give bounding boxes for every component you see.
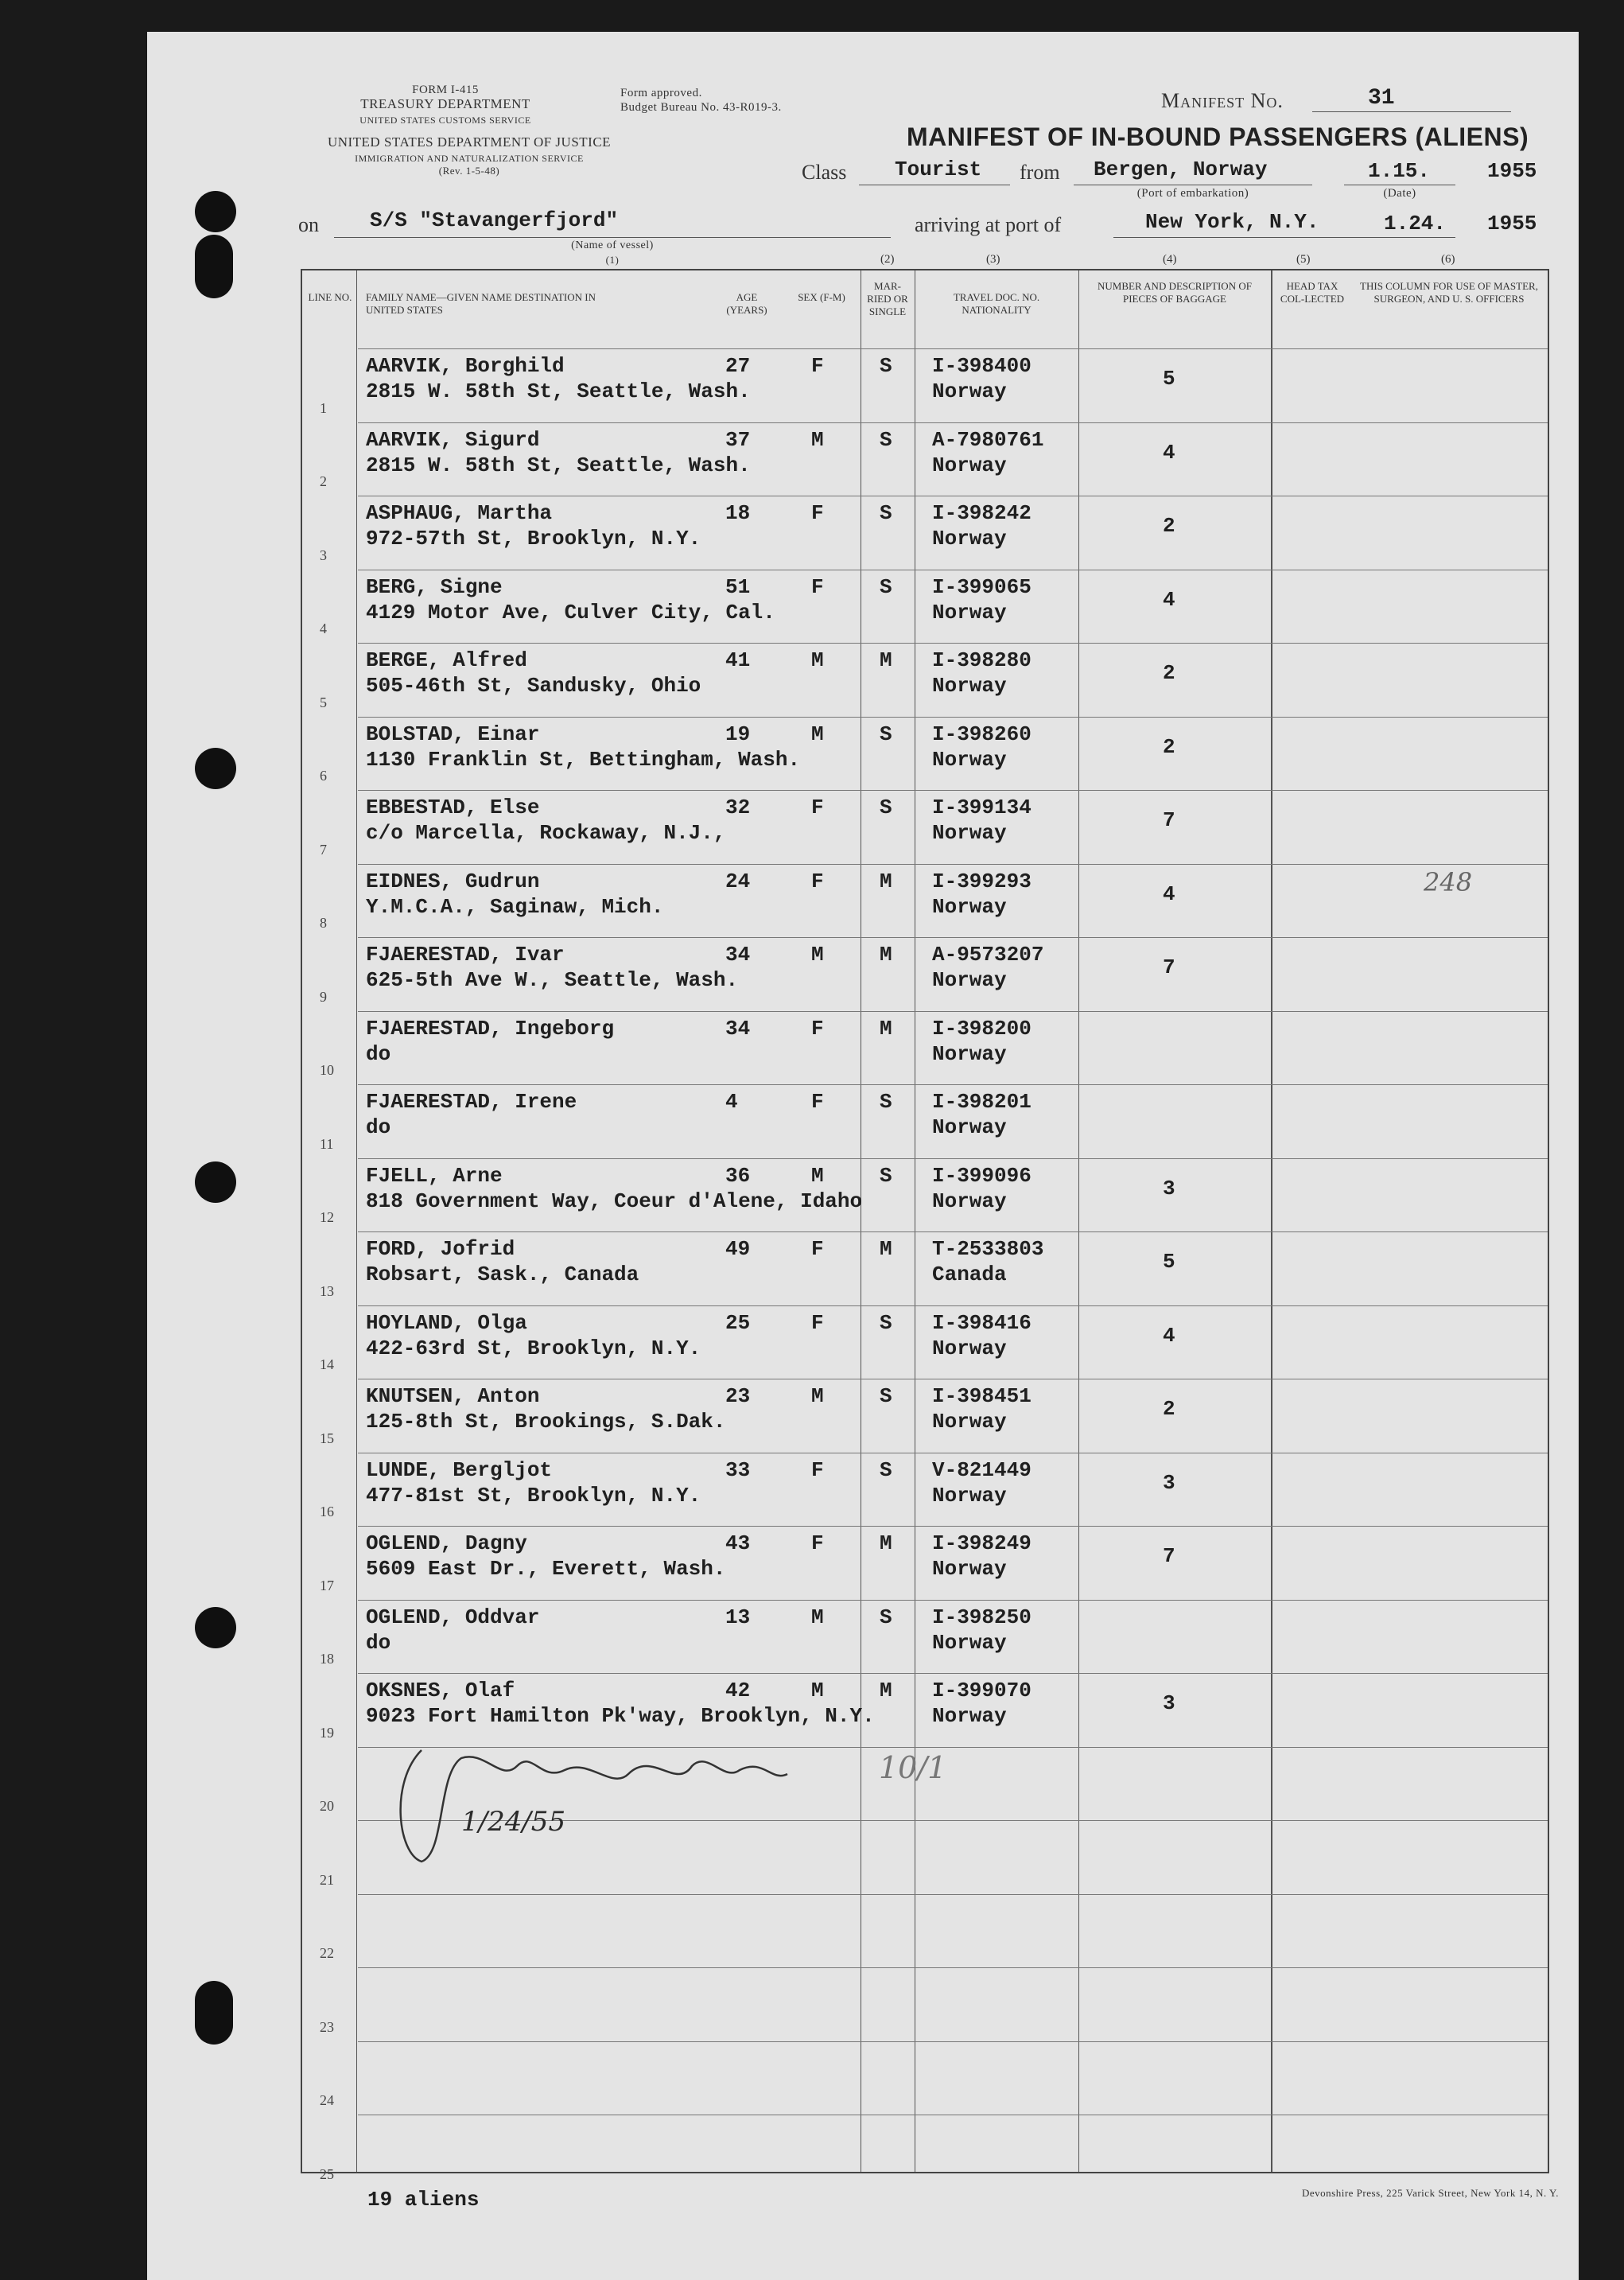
cell-dest: 125-8th St, Brookings, S.Dak. bbox=[366, 1410, 726, 1434]
binder-hole bbox=[195, 1161, 236, 1203]
cell-dest: 2815 W. 58th St, Seattle, Wash. bbox=[366, 453, 751, 477]
cell-age: 13 bbox=[725, 1605, 751, 1629]
cell-bags: 3 bbox=[1163, 1691, 1175, 1715]
on-label: on bbox=[298, 213, 319, 236]
cell-name: KNUTSEN, Anton bbox=[366, 1384, 540, 1408]
cell-nat: Norway bbox=[932, 1630, 1007, 1655]
cell-doc: I-398280 bbox=[932, 648, 1032, 672]
cell-nat: Norway bbox=[932, 600, 1007, 624]
form-approved: Form approved. bbox=[620, 87, 702, 99]
cell-dest: do bbox=[366, 1115, 391, 1139]
binder-hole bbox=[195, 748, 236, 789]
cell-doc: I-399096 bbox=[932, 1163, 1032, 1188]
line-number: 19 bbox=[320, 1724, 334, 1741]
cell-doc: I-398400 bbox=[932, 354, 1032, 378]
cell-nat: Norway bbox=[932, 453, 1007, 477]
class-value: Tourist bbox=[895, 158, 982, 181]
cell-name: FORD, Jofrid bbox=[366, 1237, 515, 1261]
cell-dest: Y.M.C.A., Saginaw, Mich. bbox=[366, 894, 664, 919]
cell-sex: F bbox=[811, 1310, 824, 1335]
cell-name: BERG, Signe bbox=[366, 574, 503, 599]
cell-bags: 4 bbox=[1163, 587, 1175, 612]
stamp-date: 1/24/55 bbox=[461, 1806, 566, 1838]
cell-doc: A-7980761 bbox=[932, 427, 1044, 452]
cell-age: 32 bbox=[725, 796, 751, 819]
line-number: 20 bbox=[320, 1798, 334, 1814]
cell-marital: S bbox=[880, 1163, 892, 1188]
treasury-department: TREASURY DEPARTMENT bbox=[360, 96, 530, 111]
cell-doc: I-398201 bbox=[932, 1090, 1032, 1114]
cell-age: 49 bbox=[725, 1237, 751, 1261]
header-name-destination: FAMILY NAME—GIVEN NAME DESTINATION IN UNITED STATES bbox=[366, 291, 596, 316]
cell-marital: S bbox=[880, 796, 892, 819]
row-divider bbox=[358, 1526, 1548, 1527]
cell-doc: I-398451 bbox=[932, 1384, 1032, 1408]
row-divider bbox=[358, 1084, 1548, 1085]
passenger-table bbox=[301, 253, 1549, 2182]
cell-marital: M bbox=[880, 648, 892, 672]
line-number: 21 bbox=[320, 1871, 334, 1888]
cell-dest: 422-63rd St, Brooklyn, N.Y. bbox=[366, 1336, 701, 1360]
cell-nat: Norway bbox=[932, 1704, 1007, 1728]
cell-name: BERGE, Alfred bbox=[366, 648, 527, 672]
cell-bags: 4 bbox=[1163, 881, 1175, 906]
cell-marital: S bbox=[880, 354, 892, 378]
cell-dest: 972-57th St, Brooklyn, N.Y. bbox=[366, 527, 701, 551]
cell-age: 37 bbox=[725, 427, 751, 452]
cell-name: FJELL, Arne bbox=[366, 1163, 503, 1188]
header-travel-doc: TRAVEL DOC. NO. NATIONALITY bbox=[953, 291, 1040, 316]
cell-nat: Norway bbox=[932, 894, 1007, 919]
cell-dest: Robsart, Sask., Canada bbox=[366, 1263, 639, 1286]
cell-marital: M bbox=[880, 869, 892, 893]
cell-marital: M bbox=[880, 1237, 892, 1261]
cell-marital: S bbox=[880, 1310, 892, 1335]
cell-bags: 3 bbox=[1163, 1470, 1175, 1495]
arriving-label: arriving at port of bbox=[915, 213, 1062, 236]
cell-dest: 4129 Motor Ave, Culver City, Cal. bbox=[366, 600, 775, 624]
cell-doc: I-399293 bbox=[932, 869, 1032, 893]
binder-hole bbox=[195, 1981, 233, 2045]
column-number-2: (2) bbox=[880, 253, 895, 266]
cell-dest: 625-5th Ave W., Seattle, Wash. bbox=[366, 968, 739, 992]
cell-name: LUNDE, Bergljot bbox=[366, 1457, 553, 1482]
cell-dest: 1130 Franklin St, Bettingham, Wash. bbox=[366, 747, 801, 772]
cell-dest: do bbox=[366, 1630, 391, 1655]
line-number: 15 bbox=[320, 1430, 334, 1446]
line-number: 12 bbox=[320, 1209, 334, 1225]
binder-hole bbox=[195, 191, 236, 232]
header-sex: SEX (F-M) bbox=[798, 291, 845, 303]
cell-doc: I-398416 bbox=[932, 1310, 1032, 1335]
cell-sex: F bbox=[811, 1457, 824, 1482]
port-caption: (Port of embarkation) bbox=[1136, 187, 1249, 200]
line-number: 18 bbox=[320, 1651, 334, 1667]
cell-bags: 5 bbox=[1163, 367, 1175, 391]
justice-department: UNITED STATES DEPARTMENT OF JUSTICE bbox=[327, 134, 612, 150]
cell-doc: V-821449 bbox=[932, 1457, 1032, 1482]
cell-marital: S bbox=[880, 1090, 892, 1114]
cell-sex: F bbox=[811, 1016, 824, 1041]
cell-marital: S bbox=[880, 501, 892, 525]
line-number: 9 bbox=[320, 988, 327, 1005]
cell-marital: S bbox=[880, 1605, 892, 1629]
arrival-port: New York, N.Y. bbox=[1145, 210, 1319, 234]
cell-name: ASPHAUG, Martha bbox=[366, 501, 553, 525]
cell-dest: 2815 W. 58th St, Seattle, Wash. bbox=[366, 379, 751, 403]
cell-bags: 2 bbox=[1163, 734, 1175, 759]
line-number: 1 bbox=[320, 399, 327, 416]
line-number: 24 bbox=[320, 2092, 334, 2108]
cell-dest: 505-46th St, Sandusky, Ohio bbox=[366, 674, 701, 698]
cell-bags: 7 bbox=[1163, 955, 1175, 979]
cell-dest: 5609 East Dr., Everett, Wash. bbox=[366, 1557, 726, 1581]
cell-sex: M bbox=[811, 1384, 824, 1408]
cell-bags: 4 bbox=[1163, 1323, 1175, 1348]
row-divider bbox=[358, 2041, 1548, 2042]
cell-marital: S bbox=[880, 427, 892, 452]
cell-name: FJAERESTAD, Irene bbox=[366, 1090, 577, 1114]
cell-bags: 4 bbox=[1163, 440, 1175, 465]
date-caption: (Date) bbox=[1383, 187, 1416, 200]
header-officers: THIS COLUMN FOR USE OF MASTER, SURGEON, AND U. S. OFFICERS bbox=[1360, 280, 1538, 305]
line-number: 16 bbox=[320, 1504, 334, 1519]
column-number-4: (4) bbox=[1163, 253, 1177, 266]
cell-dest: c/o Marcella, Rockaway, N.J., bbox=[366, 821, 726, 845]
cell-age: 51 bbox=[725, 574, 751, 599]
line-number: 14 bbox=[320, 1356, 334, 1372]
cell-sex: F bbox=[811, 1090, 824, 1114]
line-number: 4 bbox=[320, 621, 327, 636]
line-number: 8 bbox=[320, 915, 327, 931]
budget-bureau: Budget Bureau No. 43-R019-3. bbox=[620, 101, 782, 114]
from-label: from bbox=[1020, 161, 1060, 184]
cell-sex: M bbox=[811, 648, 824, 672]
cell-age: 41 bbox=[725, 648, 751, 672]
header-head-tax: HEAD TAX COL-LECTED bbox=[1280, 280, 1345, 305]
cell-nat: Norway bbox=[932, 968, 1007, 992]
column-number-5: (5) bbox=[1296, 253, 1311, 266]
cell-nat: Norway bbox=[932, 1115, 1007, 1139]
cell-doc: T-2533803 bbox=[932, 1237, 1044, 1261]
inspector-signature bbox=[390, 1734, 803, 1870]
arrival-date: 1.24. bbox=[1384, 212, 1447, 235]
cell-name: HOYLAND, Olga bbox=[366, 1310, 527, 1335]
line-number: 5 bbox=[320, 694, 327, 710]
cell-doc: I-398242 bbox=[932, 501, 1032, 525]
cell-age: 33 bbox=[725, 1457, 751, 1482]
cell-marital: S bbox=[880, 574, 892, 599]
row-divider bbox=[358, 1011, 1548, 1012]
cell-sex: F bbox=[811, 796, 824, 819]
cell-sex: F bbox=[811, 1531, 824, 1555]
row-divider bbox=[358, 1673, 1548, 1674]
binder-hole bbox=[195, 235, 233, 298]
cell-nat: Canada bbox=[932, 1263, 1007, 1286]
cell-doc: I-398200 bbox=[932, 1016, 1032, 1041]
row-divider bbox=[358, 717, 1548, 718]
cell-name: AARVIK, Sigurd bbox=[366, 427, 540, 452]
line-number: 7 bbox=[320, 841, 327, 858]
row-divider bbox=[358, 643, 1548, 644]
total-aliens: 19 aliens bbox=[367, 2188, 480, 2212]
column-number-6: (6) bbox=[1441, 253, 1455, 266]
binder-hole bbox=[195, 1607, 236, 1648]
cell-bags: 2 bbox=[1163, 514, 1175, 538]
cell-age: 34 bbox=[725, 1016, 751, 1041]
line-number: 13 bbox=[320, 1282, 334, 1299]
cell-nat: Norway bbox=[932, 379, 1007, 403]
cell-doc: A-9573207 bbox=[932, 943, 1044, 967]
class-label: Class bbox=[802, 161, 847, 184]
cell-marital: S bbox=[880, 722, 892, 746]
cell-marital: M bbox=[880, 1016, 892, 1041]
cell-doc: I-398260 bbox=[932, 722, 1032, 746]
cell-nat: Norway bbox=[932, 1557, 1007, 1581]
cell-nat: Norway bbox=[932, 821, 1007, 845]
cell-doc: I-399070 bbox=[932, 1679, 1032, 1702]
manifest-title: MANIFEST OF IN-BOUND PASSENGERS (ALIENS) bbox=[907, 123, 1529, 151]
cell-sex: M bbox=[811, 722, 824, 746]
cell-nat: Norway bbox=[932, 747, 1007, 772]
cell-age: 25 bbox=[725, 1310, 751, 1335]
printer-credit: Devonshire Press, 225 Varick Street, New York 14, N. Y. bbox=[1302, 2187, 1559, 2199]
cell-nat: Norway bbox=[932, 1410, 1007, 1434]
cell-marital: M bbox=[880, 1531, 892, 1555]
cell-age: 4 bbox=[725, 1090, 738, 1114]
cell-age: 43 bbox=[725, 1531, 751, 1555]
cell-age: 18 bbox=[725, 501, 751, 525]
cell-bags: 3 bbox=[1163, 1176, 1175, 1200]
cell-age: 36 bbox=[725, 1163, 751, 1188]
cell-age: 23 bbox=[725, 1384, 751, 1408]
cell-nat: Norway bbox=[932, 1041, 1007, 1066]
cell-doc: I-398249 bbox=[932, 1531, 1032, 1555]
cell-sex: M bbox=[811, 1605, 824, 1629]
departure-date: 1.15. bbox=[1368, 159, 1431, 183]
cell-age: 42 bbox=[725, 1679, 751, 1702]
cell-name: FJAERESTAD, Ingeborg bbox=[366, 1016, 615, 1041]
cell-nat: Norway bbox=[932, 527, 1007, 551]
cell-bags: 7 bbox=[1163, 1544, 1175, 1568]
cell-name: AARVIK, Borghild bbox=[366, 354, 565, 378]
line-number: 2 bbox=[320, 473, 327, 489]
cell-sex: M bbox=[811, 1679, 824, 1702]
cell-name: EBBESTAD, Else bbox=[366, 796, 540, 819]
cell-bags: 2 bbox=[1163, 661, 1175, 685]
cell-name: EIDNES, Gudrun bbox=[366, 869, 540, 893]
line-number: 23 bbox=[320, 2018, 334, 2035]
line-number: 25 bbox=[320, 2165, 334, 2182]
cell-dest: do bbox=[366, 1041, 391, 1066]
row-divider bbox=[358, 864, 1548, 865]
cell-nat: Norway bbox=[932, 674, 1007, 698]
cell-sex: F bbox=[811, 1237, 824, 1261]
header-baggage: NUMBER AND DESCRIPTION OF PIECES OF BAGGAGE bbox=[1098, 280, 1252, 305]
row-divider bbox=[358, 348, 1548, 349]
vessel-name: S/S "Stavangerfjord" bbox=[370, 208, 619, 232]
cell-name: BOLSTAD, Einar bbox=[366, 722, 540, 746]
header-age: AGE (YEARS) bbox=[726, 291, 767, 316]
form-revision: (Rev. 1-5-48) bbox=[438, 165, 500, 177]
cell-name: FJAERESTAD, Ivar bbox=[366, 943, 565, 967]
cell-marital: S bbox=[880, 1457, 892, 1482]
cell-sex: F bbox=[811, 354, 824, 378]
row-divider bbox=[358, 1894, 1548, 1895]
cell-sex: M bbox=[811, 1163, 824, 1188]
column-number-3: (3) bbox=[986, 253, 1000, 266]
row-divider bbox=[358, 1231, 1548, 1232]
line-number: 22 bbox=[320, 1945, 334, 1961]
line-number: 10 bbox=[320, 1062, 334, 1078]
line-number: 17 bbox=[320, 1577, 334, 1593]
cell-age: 19 bbox=[725, 722, 751, 746]
line-number: 3 bbox=[320, 547, 327, 563]
cell-nat: Norway bbox=[932, 1483, 1007, 1508]
row-divider bbox=[358, 937, 1548, 938]
departure-year: 1955 bbox=[1487, 159, 1537, 183]
row-divider bbox=[358, 422, 1548, 423]
cell-sex: M bbox=[811, 943, 824, 967]
cell-age: 27 bbox=[725, 354, 751, 378]
vessel-caption: (Name of vessel) bbox=[571, 239, 654, 251]
arrival-year: 1955 bbox=[1487, 212, 1537, 235]
cell-bags: 2 bbox=[1163, 1397, 1175, 1421]
cell-marital: M bbox=[880, 1679, 892, 1702]
cell-name: OGLEND, Oddvar bbox=[366, 1605, 540, 1629]
cell-sex: F bbox=[811, 869, 824, 893]
cell-dest: 477-81st St, Brooklyn, N.Y. bbox=[366, 1483, 701, 1508]
cell-nat: Norway bbox=[932, 1336, 1007, 1360]
cell-marital: S bbox=[880, 1384, 892, 1408]
cell-age: 34 bbox=[725, 943, 751, 967]
row-divider bbox=[358, 1305, 1548, 1306]
line-number: 11 bbox=[320, 1135, 334, 1152]
cell-bags: 7 bbox=[1163, 808, 1175, 832]
cell-dest: 818 Government Way, Coeur d'Alene, Idaho bbox=[366, 1189, 863, 1213]
manifest-no-label: Manifest No. bbox=[1161, 89, 1284, 112]
fraction-note: 10/1 bbox=[879, 1750, 947, 1785]
cell-name: OKSNES, Olaf bbox=[366, 1679, 515, 1702]
header-married: MAR-RIED OR SINGLE bbox=[867, 280, 908, 317]
customs-service: UNITED STATES CUSTOMS SERVICE bbox=[359, 115, 531, 126]
line-number: 6 bbox=[320, 768, 327, 784]
cell-nat: Norway bbox=[932, 1189, 1007, 1213]
row-divider bbox=[358, 1600, 1548, 1601]
cell-age: 24 bbox=[725, 869, 751, 893]
cell-dest: 9023 Fort Hamilton Pk'way, Brooklyn, N.Y. bbox=[366, 1704, 875, 1728]
cell-bags: 5 bbox=[1163, 1250, 1175, 1274]
header-line-no: LINE NO. bbox=[308, 291, 352, 303]
cell-sex: F bbox=[811, 501, 824, 525]
cell-name: OGLEND, Dagny bbox=[366, 1531, 527, 1555]
cell-doc: I-399065 bbox=[932, 574, 1032, 599]
manifest-number: 31 bbox=[1368, 86, 1395, 111]
vessel-column-number: (1) bbox=[605, 254, 620, 266]
row-divider bbox=[358, 1967, 1548, 1968]
row-divider bbox=[358, 790, 1548, 791]
cell-doc: I-399134 bbox=[932, 796, 1032, 819]
embarkation-port: Bergen, Norway bbox=[1094, 158, 1268, 181]
cell-sex: F bbox=[811, 574, 824, 599]
cell-marital: M bbox=[880, 943, 892, 967]
row-divider bbox=[358, 1158, 1548, 1159]
ins-service: IMMIGRATION AND NATURALIZATION SERVICE bbox=[355, 153, 584, 164]
cell-sex: M bbox=[811, 427, 824, 452]
form-number: FORM I-415 bbox=[412, 84, 479, 96]
officer-mark: 248 bbox=[1424, 867, 1473, 897]
cell-doc: I-398250 bbox=[932, 1605, 1032, 1629]
